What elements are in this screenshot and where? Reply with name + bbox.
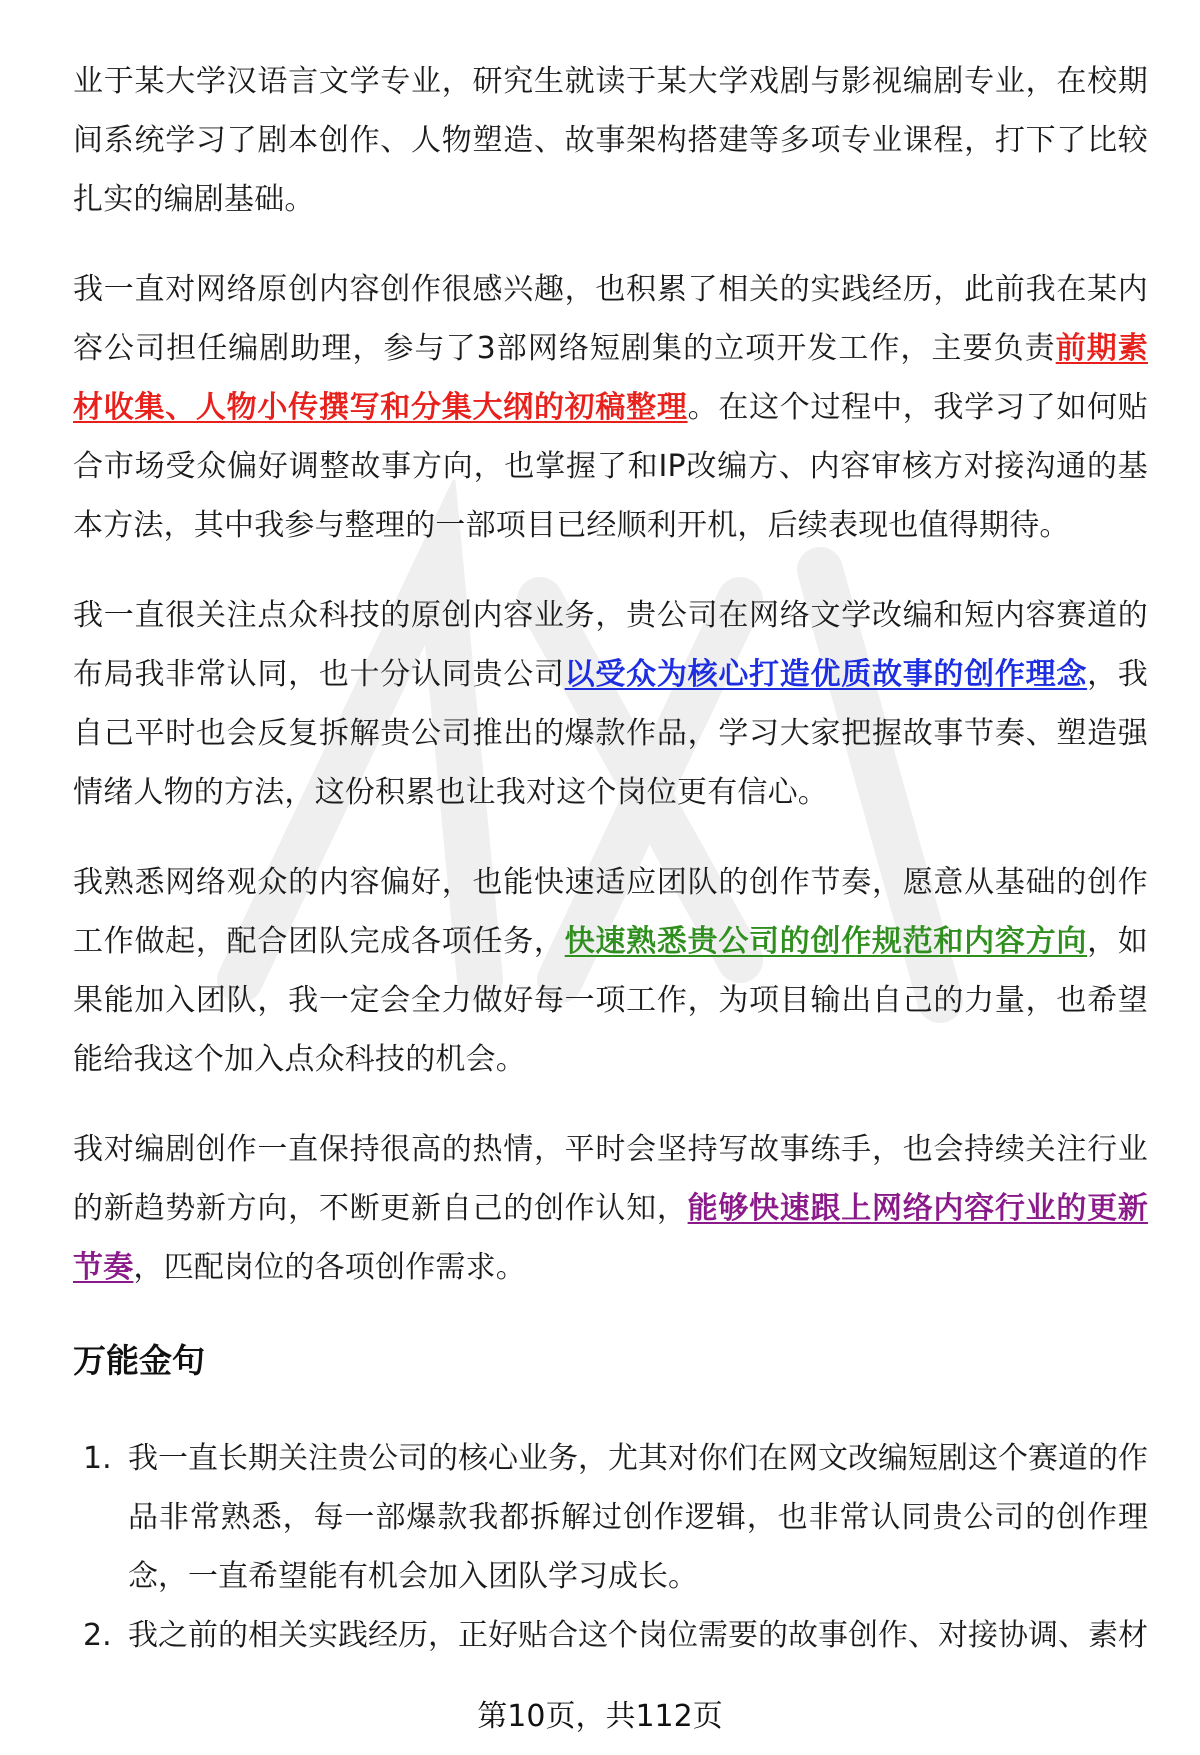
paragraph-2-text-after: 。在这个过程中，我学习了如何贴合市场受众偏好调整故事方向，也掌握了和IP改编方、内容审核方对接沟通的基本方法，其中我参与整理的一部项目已经顺利开机，后续表现也值得期待。 bbox=[73, 390, 1149, 543]
paragraph-5 bbox=[73, 1120, 1148, 1297]
page-number-footer: 第10页，共112页 bbox=[477, 1699, 723, 1734]
paragraph-4-highlight: 快速熟悉贵公司的创作规范和内容方向 bbox=[564, 924, 1088, 959]
paragraph-3-text-before: 我一直很关注点众科技的原创内容业务，贵公司在网络文学改编和短内容赛道的布局我非常认同，也十分认同贵公司 bbox=[73, 598, 1148, 692]
paragraph-4-text-after: ，如果能加入团队，我一定会全力做好每一项工作，为项目输出自己的力量，也希望能给我这个加入点众科技的机会。 bbox=[73, 924, 1149, 1077]
document-body bbox=[73, 52, 1148, 1665]
paragraph-1 bbox=[73, 52, 1148, 229]
paragraph-3-highlight: 以受众为核心打造优质故事的创作理念 bbox=[564, 657, 1088, 692]
list-item-number: 2. bbox=[83, 1618, 112, 1653]
list-item bbox=[73, 1429, 1148, 1606]
golden-sentence-list bbox=[73, 1429, 1148, 1665]
paragraph-2-highlight: 前期素材收集、人物小传撰写和分集大纲的初稿整理 bbox=[73, 331, 1148, 425]
list-item bbox=[73, 1606, 1148, 1665]
paragraph-5-text-after: ，匹配岗位的各项创作需求。 bbox=[133, 1250, 527, 1285]
list-item-text: 我一直长期关注贵公司的核心业务，尤其对你们在网文改编短剧这个赛道的作品非常熟悉，每一部爆款我都拆解过创作逻辑，也非常认同贵公司的创作理念，一直希望能有机会加入团队学习成长。 bbox=[128, 1441, 1148, 1594]
paragraph-3-text-after: ，我自己平时也会反复拆解贵公司推出的爆款作品，学习大家把握故事节奏、塑造强情绪人物的方法，这份积累也让我对这个岗位更有信心。 bbox=[73, 657, 1149, 810]
paragraph-2-text-before: 我一直对网络原创内容创作很感兴趣，也积累了相关的实践经历，此前我在某内容公司担任编剧助理，参与了3部网络短剧集的立项开发工作，主要负责 bbox=[73, 272, 1148, 366]
list-item-number: 1. bbox=[83, 1441, 112, 1476]
paragraph-4 bbox=[73, 853, 1148, 1089]
paragraph-2 bbox=[73, 260, 1148, 555]
section-title: 万能金句 bbox=[73, 1341, 205, 1380]
paragraph-5-text-before: 我对编剧创作一直保持很高的热情，平时会坚持写故事练手，也会持续关注行业的新趋势新方向，不断更新自己的创作认知， bbox=[73, 1132, 1148, 1226]
paragraph-3 bbox=[73, 586, 1148, 822]
paragraph-4-text-before: 我熟悉网络观众的内容偏好，也能快速适应团队的创作节奏，愿意从基础的创作工作做起，配合团队完成各项任务， bbox=[73, 865, 1148, 959]
paragraph-1-text: 业于某大学汉语言文学专业，研究生就读于某大学戏剧与影视编剧专业，在校期间系统学习了剧本创作、人物塑造、故事架构搭建等多项专业课程，打下了比较扎实的编剧基础。 bbox=[73, 64, 1148, 217]
list-item-text: 我之前的相关实践经历，正好贴合这个岗位需要的故事创作、对接协调、素材 bbox=[128, 1618, 1148, 1653]
paragraph-5-highlight: 能够快速跟上网络内容行业的更新节奏 bbox=[73, 1191, 1149, 1285]
